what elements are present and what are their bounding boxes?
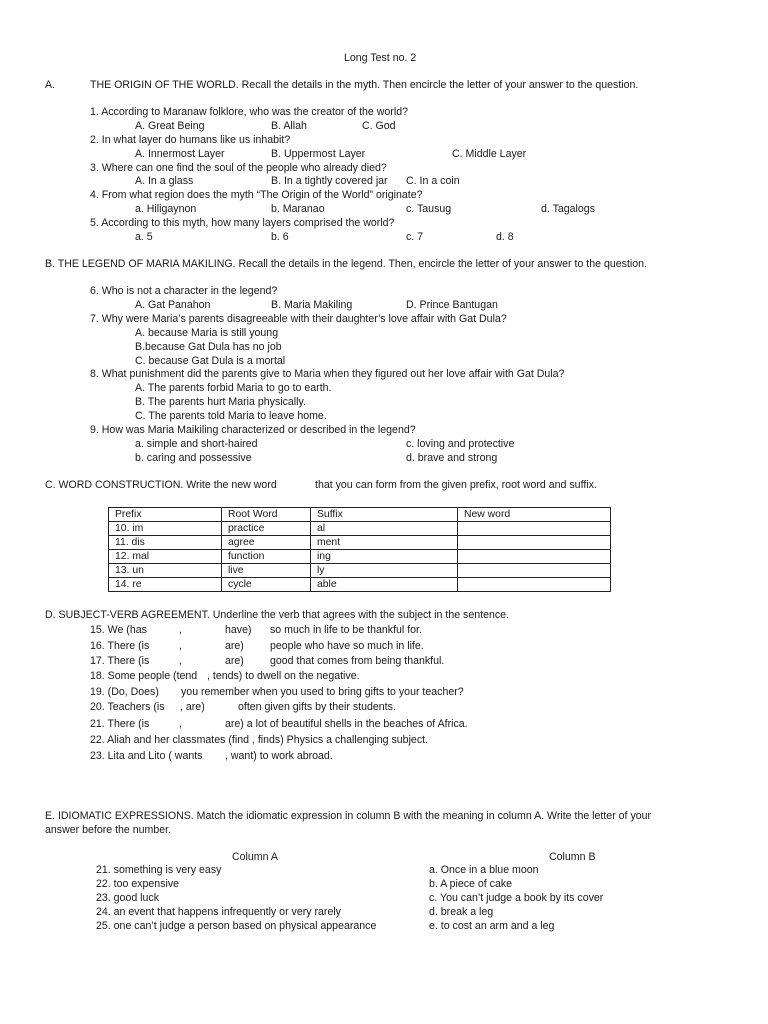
choice: a. Hiligaynon xyxy=(135,203,197,215)
question-9: 9. How was Maria Maikiling characterized or described in the legend? xyxy=(90,424,416,436)
choice: C. In a coin xyxy=(406,175,460,187)
sva-item-20-alt: , are) xyxy=(180,701,205,713)
sva-item-20: 20. Teachers (is xyxy=(90,701,165,713)
table-cell: able xyxy=(311,578,458,592)
column-b-item: d. break a leg xyxy=(429,906,494,918)
column-b-item: e. to cost an arm and a leg xyxy=(429,920,555,932)
table-header-row xyxy=(109,508,611,522)
choice: C. Middle Layer xyxy=(452,148,527,160)
choice: A. The parents forbid Maria to go to earth. xyxy=(135,382,332,394)
answer-cell xyxy=(458,578,611,592)
choice: B. In a tightly covered jar xyxy=(271,175,388,187)
table-row xyxy=(109,578,611,592)
sva-item-21-sep: , xyxy=(179,718,182,730)
sva-item-18: 18. Some people (tend xyxy=(90,670,198,682)
sva-item-17-sep: , xyxy=(179,655,182,667)
choice: d. 8 xyxy=(496,231,514,243)
section-e-heading: E. IDIOMATIC EXPRESSIONS. Match the idiomatic expression in column B with the meaning in column A. Write the letter of your xyxy=(45,810,652,822)
sva-item-19: 19. (Do, Does) xyxy=(90,686,159,698)
choice: A. because Maria is still young xyxy=(135,327,279,339)
choice: B.because Gat Dula has no job xyxy=(135,341,282,353)
sva-item-22: 22. Aliah and her classmates (find , finds) Physics a challenging subject. xyxy=(90,734,429,746)
column-a-item: 21. something is very easy xyxy=(96,864,222,876)
choice: d. brave and strong xyxy=(406,452,498,464)
table-row xyxy=(109,564,611,578)
choice: c. loving and protective xyxy=(406,438,515,450)
choice: a. 5 xyxy=(135,231,153,243)
choice: C. because Gat Dula is a mortal xyxy=(135,355,286,367)
table-cell: 13. un xyxy=(109,564,222,578)
choice: a. simple and short-haired xyxy=(135,438,258,450)
question-6: 6. Who is not a character in the legend? xyxy=(90,285,278,297)
table-cell: agree xyxy=(222,536,311,550)
table-cell: live xyxy=(222,564,311,578)
table-cell: 12. mal xyxy=(109,550,222,564)
table-cell: 11. dis xyxy=(109,536,222,550)
choice: B. The parents hurt Maria physically. xyxy=(135,396,306,408)
question-8: 8. What punishment did the parents give to Maria when they figured out her love affair with Gat Dula? xyxy=(90,368,565,380)
section-d-heading: D. SUBJECT-VERB AGREEMENT. Underline the verb that agrees with the subject in the sentence. xyxy=(45,609,509,621)
word-construction-table xyxy=(108,507,611,592)
table-cell: ing xyxy=(311,550,458,564)
section-b-heading: B. THE LEGEND OF MARIA MAKILING. Recall the details in the legend. Then, encircle the letter of your answer to the question. xyxy=(45,258,647,270)
choice: B. Allah xyxy=(271,120,307,132)
sva-item-17-rest: good that comes from being thankful. xyxy=(270,655,445,667)
section-a-letter: A. xyxy=(45,79,56,91)
table-cell: ment xyxy=(311,536,458,550)
sva-item-15-alt: have) xyxy=(225,624,252,636)
choice: B. Maria Makiling xyxy=(271,299,353,311)
answer-cell xyxy=(458,564,611,578)
choice: B. Uppermost Layer xyxy=(271,148,366,160)
column-header: Root Word xyxy=(222,508,311,522)
column-b-item: a. Once in a blue moon xyxy=(429,864,539,876)
answer-cell xyxy=(458,522,611,536)
column-a-item: 22. too expensive xyxy=(96,878,180,890)
question-2: 2. In what layer do humans like us inhabit? xyxy=(90,134,291,146)
table-cell: 10. im xyxy=(109,522,222,536)
choice: c. 7 xyxy=(406,231,424,243)
sva-item-23-rest: , want) to work abroad. xyxy=(225,750,333,762)
choice: c. Tausug xyxy=(406,203,452,215)
choice: A. Innermost Layer xyxy=(135,148,225,160)
question-7: 7. Why were Maria’s parents disagreeable with their daughter’s love affair with Gat Dula? xyxy=(90,313,507,325)
sva-item-17-alt: are) xyxy=(225,655,244,667)
sva-item-19-rest: you remember when you used to bring gifts to your teacher? xyxy=(181,686,464,698)
section-c-heading: C. WORD CONSTRUCTION. Write the new word xyxy=(45,479,277,491)
column-a-item: 24. an event that happens infrequently or very rarely xyxy=(96,906,341,918)
answer-cell xyxy=(458,536,611,550)
page-title: Long Test no. 2 xyxy=(344,52,417,64)
column-b-item: c. You can’t judge a book by its cover xyxy=(429,892,604,904)
sva-item-16-sep: , xyxy=(179,640,182,652)
column-header: Suffix xyxy=(311,508,458,522)
sva-item-16-alt: are) xyxy=(225,640,244,652)
column-a-label: Column A xyxy=(232,851,278,863)
answer-cell xyxy=(458,550,611,564)
table-row xyxy=(109,550,611,564)
sva-item-20-rest: often given gifts by their students. xyxy=(238,701,396,713)
section-c-heading-cont: that you can form from the given prefix, root word and suffix. xyxy=(315,479,597,491)
table-cell: cycle xyxy=(222,578,311,592)
choice: A. Gat Panahon xyxy=(135,299,211,311)
question-3: 3. Where can one find the soul of the people who already died? xyxy=(90,162,387,174)
choice: C. The parents told Maria to leave home. xyxy=(135,410,327,422)
sva-item-17: 17. There (is xyxy=(90,655,150,667)
choice: b. 6 xyxy=(271,231,289,243)
sva-item-23: 23. Lita and Lito ( wants xyxy=(90,750,203,762)
table-row xyxy=(109,522,611,536)
sva-item-15: 15. We (has xyxy=(90,624,147,636)
sva-item-21: 21. There (is xyxy=(90,718,150,730)
question-4: 4. From what region does the myth “The Origin of the World” originate? xyxy=(90,189,423,201)
table-cell: function xyxy=(222,550,311,564)
choice: b. caring and possessive xyxy=(135,452,252,464)
sva-item-16-rest: people who have so much in life. xyxy=(270,640,424,652)
table-cell: ly xyxy=(311,564,458,578)
sva-item-21-rest: are) a lot of beautiful shells in the beaches of Africa. xyxy=(225,718,468,730)
column-b-label: Column B xyxy=(549,851,596,863)
column-a-item: 25. one can’t judge a person based on physical appearance xyxy=(96,920,377,932)
column-header: Prefix xyxy=(109,508,222,522)
question-1: 1. According to Maranaw folklore, who was the creator of the world? xyxy=(90,106,408,118)
column-a-item: 23. good luck xyxy=(96,892,160,904)
table-cell: al xyxy=(311,522,458,536)
sva-item-15-sep: , xyxy=(179,624,182,636)
sva-item-15-rest: so much in life to be thankful for. xyxy=(270,624,422,636)
column-header: New word xyxy=(458,508,611,522)
sva-item-16: 16. There (is xyxy=(90,640,150,652)
section-a-heading: THE ORIGIN OF THE WORLD. Recall the details in the myth. Then encircle the letter of your answer to the question. xyxy=(90,79,639,91)
question-5: 5. According to this myth, how many layers comprised the world? xyxy=(90,217,395,229)
choice: d. Tagalogs xyxy=(541,203,595,215)
sva-item-18-rest: , tends) to dwell on the negative. xyxy=(207,670,360,682)
choice: A. Great Being xyxy=(135,120,205,132)
table-cell: practice xyxy=(222,522,311,536)
table-row xyxy=(109,536,611,550)
choice: C. God xyxy=(362,120,396,132)
section-e-heading-cont: answer before the number. xyxy=(45,824,172,836)
choice: D. Prince Bantugan xyxy=(406,299,498,311)
choice: A. In a glass xyxy=(135,175,194,187)
column-b-item: b. A piece of cake xyxy=(429,878,513,890)
table-cell: 14. re xyxy=(109,578,222,592)
choice: b. Maranao xyxy=(271,203,325,215)
